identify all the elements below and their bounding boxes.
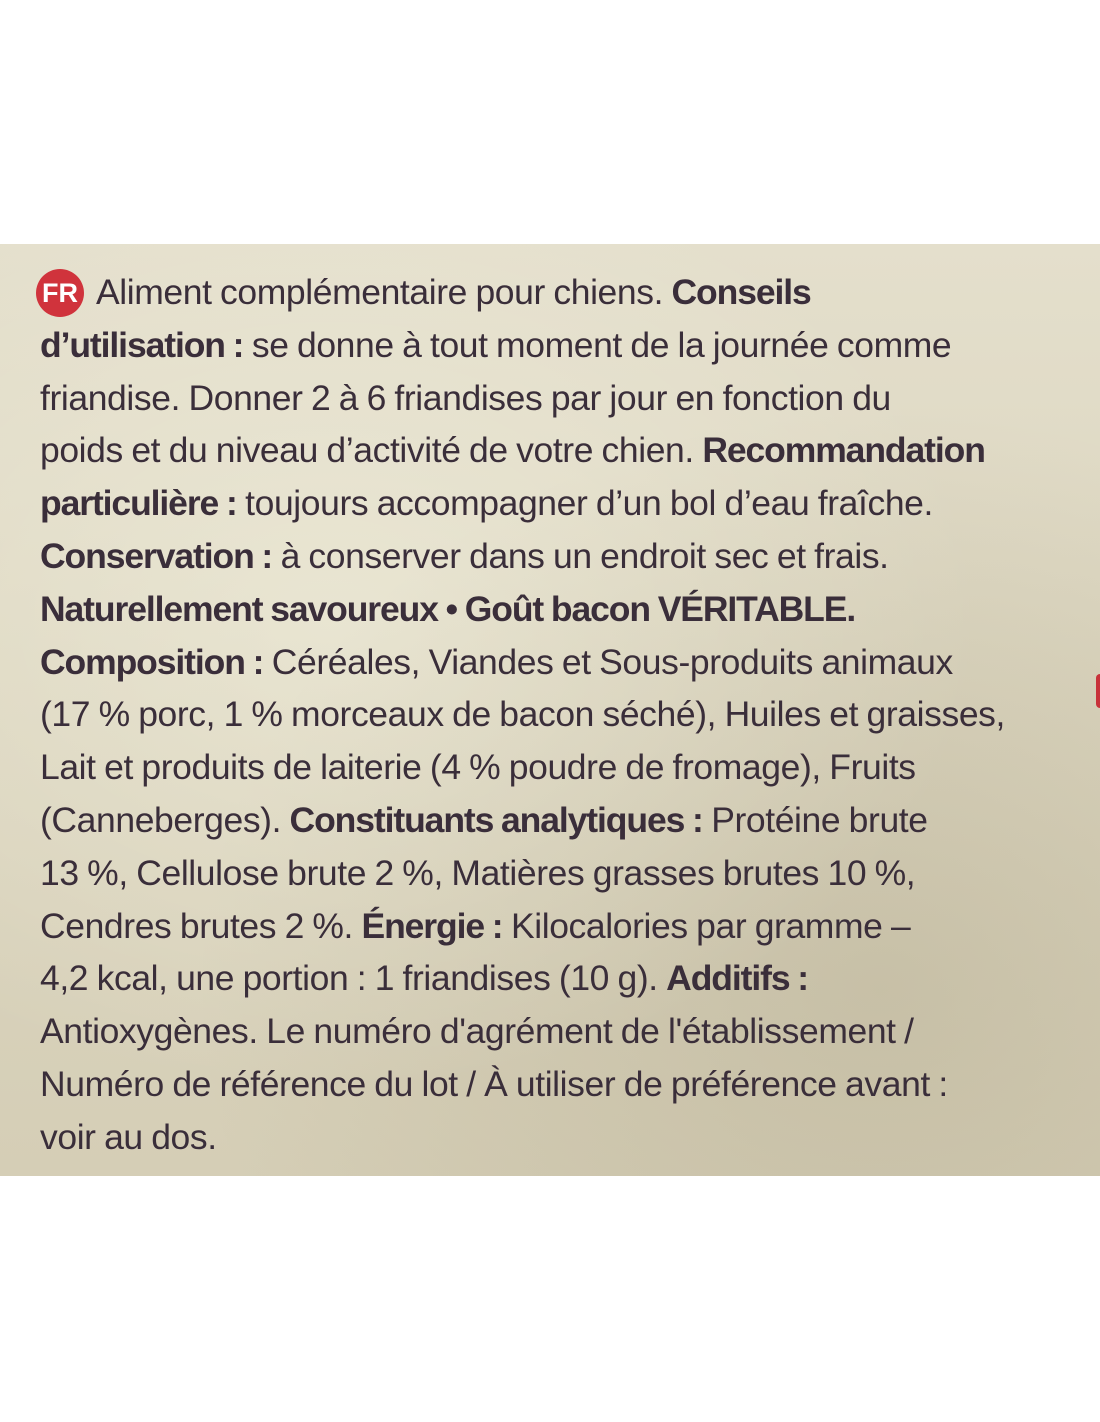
body-text: Protéine brute [702, 799, 928, 840]
label-line [40, 847, 1080, 900]
bold-heading-text: Conseils [671, 272, 811, 312]
body-text: Céréales, Viandes et Sous-produits animaux [263, 641, 953, 682]
body-text: Antioxygènes. Le numéro d'agrément de l'établissement / [40, 1011, 914, 1052]
bold-heading-text: particulière : [40, 483, 237, 524]
bold-heading-text: Énergie : [361, 905, 503, 946]
body-text: (17 % porc, 1 % morceaux de bacon séché), Huiles et graisses, [40, 694, 1005, 735]
label-line [40, 424, 1080, 477]
label-line [40, 1005, 1080, 1058]
body-text: à conserver dans un endroit sec et frais. [272, 535, 889, 576]
body-text: 4,2 kcal, une portion : 1 friandises (10 g). [40, 958, 667, 999]
label-line [40, 477, 1080, 530]
body-text: 13 %, Cellulose brute 2 %, Matières grasses brutes 10 %, [40, 852, 916, 893]
body-text: Aliment complémentaire pour chiens. [96, 272, 672, 312]
body-text: voir au dos. [40, 1116, 217, 1157]
bold-heading-text: Additifs : [666, 958, 808, 999]
bold-heading-text: Recommandation [702, 430, 985, 471]
body-text: friandise. Donner 2 à 6 friandises par jour en fonction du [40, 377, 891, 418]
label-line [40, 794, 1080, 847]
bold-heading-text: Constituants analytiques : [289, 799, 703, 840]
body-text: (Canneberges). [40, 799, 290, 840]
bold-heading-text: Composition : [40, 641, 264, 682]
bold-heading-text: Naturellement savoureux • Goût bacon VÉRITABLE. [40, 588, 856, 629]
bold-heading-text: Conservation : [40, 535, 273, 576]
body-text: Cendres brutes 2 %. [40, 905, 362, 946]
body-text: se donne à tout moment de la journée comme [243, 324, 952, 365]
body-text: toujours accompagner d’un bol d’eau fraîche. [236, 483, 933, 524]
label-line [40, 319, 1080, 372]
label-line [40, 372, 1080, 425]
label-line [40, 583, 1080, 636]
label-line [40, 952, 1080, 1005]
body-text: Kilocalories par gramme – [502, 905, 911, 946]
label-text-block [40, 266, 1080, 1164]
label-line [40, 900, 1080, 953]
bold-heading-text: d’utilisation : [40, 324, 244, 365]
label-line [40, 1111, 1080, 1164]
label-line [40, 688, 1080, 741]
label-line [40, 636, 1080, 689]
label-line [40, 741, 1080, 794]
label-line [40, 1058, 1080, 1111]
language-badge: FR [36, 269, 84, 317]
body-text: Lait et produits de laiterie (4 % poudre de fromage), Fruits [40, 747, 916, 788]
label-line [40, 530, 1080, 583]
product-label-photo [0, 244, 1100, 1176]
body-text: Numéro de référence du lot / À utiliser de préférence avant : [40, 1063, 948, 1104]
body-text: poids et du niveau d’activité de votre chien. [40, 430, 703, 471]
label-line [40, 266, 1080, 319]
